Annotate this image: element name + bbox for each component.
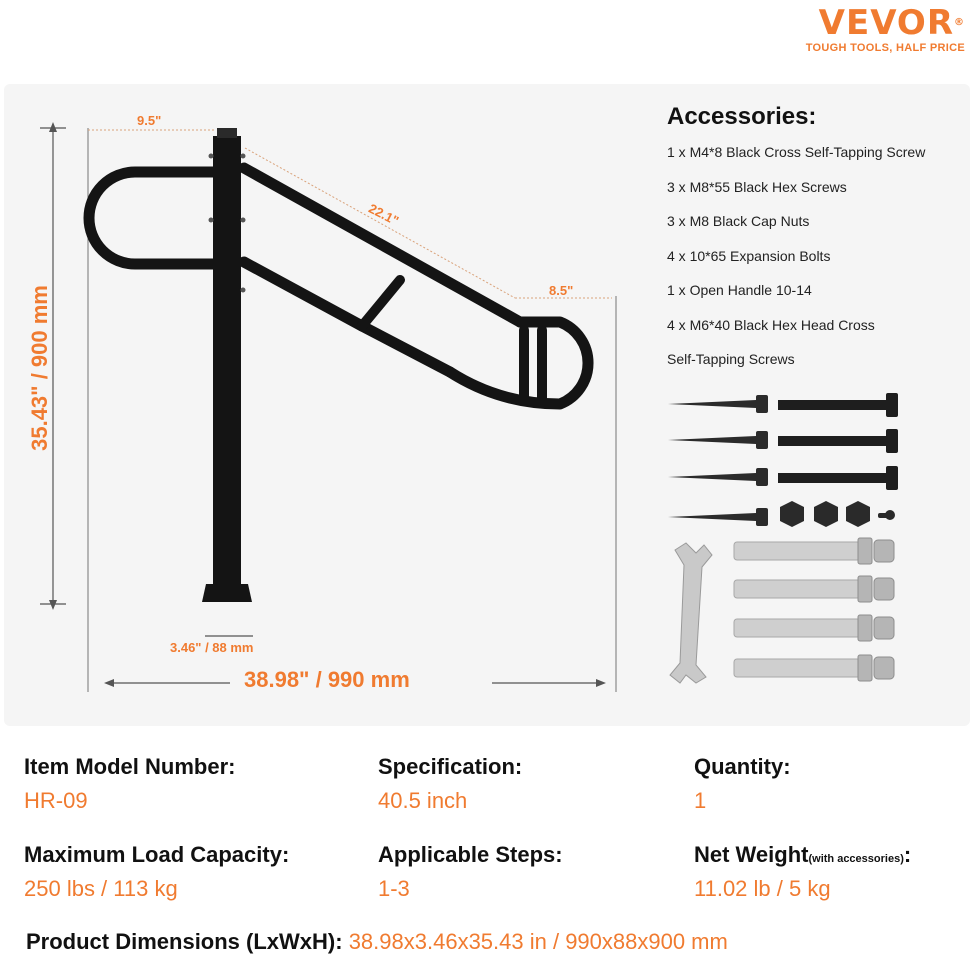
specification-spec [378,754,522,814]
width-arrow-right [596,679,606,687]
load-capacity-spec [24,842,289,902]
load-capacity-value: 250 lbs / 113 kg [24,876,178,901]
applicable-steps-value: 1-3 [378,876,410,901]
dim-height: 35.43" / 900 mm [27,285,52,451]
dim-lower-arm: 8.5" [549,283,574,298]
accessory-item: 3 x M8*55 Black Hex Screws [667,178,847,195]
accessory-item: 1 x Open Handle 10-14 [667,282,812,298]
height-arrow-bottom [49,600,57,610]
cap-nuts-image [780,501,895,527]
brand-tagline: TOUGH TOOLS, HALF PRICE [805,42,965,54]
net-weight-note: (with accessories) [808,853,904,865]
product-dimensions-label: Product Dimensions (LxWxH): [26,929,343,954]
quantity-label: Quantity: [694,754,791,779]
base-plate [202,584,252,602]
model-label: Item Model Number: [24,754,236,779]
dim-top-arm: 9.5" [137,113,162,128]
applicable-steps-spec [378,842,563,902]
accessory-item: 3 x M8 Black Cap Nuts [667,213,810,229]
expansion-bolts-image [734,538,894,681]
dim-base: 3.46" / 88 mm [170,640,254,655]
cross-brace [362,280,400,326]
net-weight-value: 11.02 lb / 5 kg [694,876,831,901]
top-loop-rail [89,172,215,264]
height-arrow-top [49,122,57,132]
open-handle-wrench-image [670,543,712,683]
model-value: HR-09 [24,788,88,813]
accessory-item: 1 x M4*8 Black Cross Self-Tapping Screw [667,144,926,160]
hex-screws-image [778,393,898,490]
quantity-spec [694,754,791,814]
product-dimensions [26,929,728,955]
dim-slope: 22.1" [366,200,402,229]
brand-logo: VEVOR® [818,3,965,43]
net-weight-label: Net Weight(with accessories): [694,842,912,867]
lower-sloped-rail-upper [244,262,362,326]
accessory-item: 4 x M6*40 Black Hex Head Cross [667,316,875,333]
applicable-steps-label: Applicable Steps: [378,842,563,867]
accessories-title: Accessories: [667,103,817,130]
specification-value: 40.5 inch [378,788,468,813]
specification-label: Specification: [378,754,523,779]
accessory-parts-image [660,385,910,690]
load-capacity-label: Maximum Load Capacity: [24,842,290,867]
width-arrow-left [104,679,114,687]
self-tapping-screws-image [668,395,768,526]
slope-dim-line [245,148,515,298]
accessories-list [667,103,967,385]
accessory-item: Self-Tapping Screws [667,351,795,367]
quantity-value: 1 [694,788,707,813]
vertical-post [213,136,241,592]
model-spec [24,754,235,814]
post-cap [217,128,237,138]
lower-sloped-rail-mid [362,326,450,372]
dim-width: 38.98" / 990 mm [240,667,414,693]
net-weight-spec [694,842,911,902]
accessory-item: 4 x 10*65 Expansion Bolts [667,247,831,264]
product-dimensions-value: 38.98x3.46x35.43 in / 990x88x900 mm [342,929,728,954]
